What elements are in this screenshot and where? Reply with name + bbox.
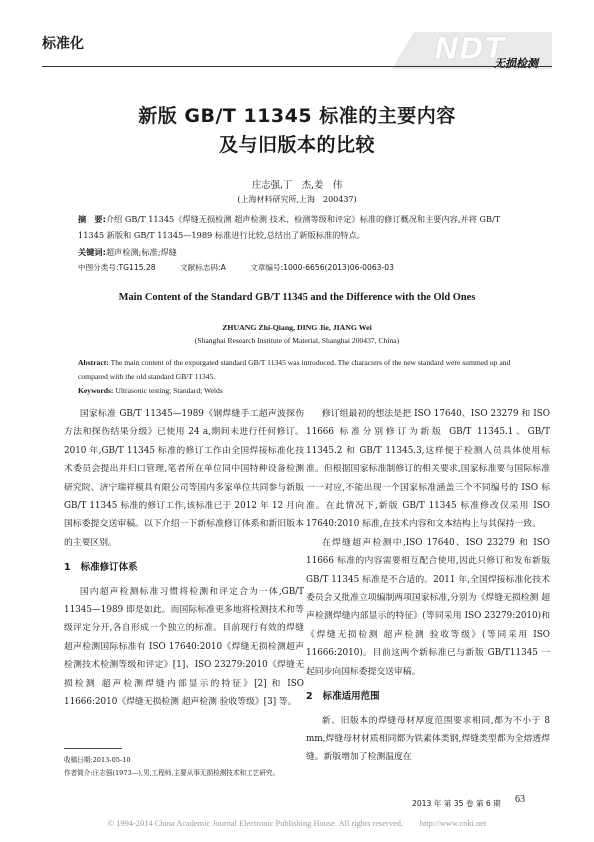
english-keywords-label: Keywords: bbox=[78, 386, 114, 395]
body-paragraph: 在焊缝超声检测中,ISO 17640、ISO 23279 和 ISO 11666 标准的内容需要相互配合使用,因此只修订和发布新版 GB/T 11345 标准是不合适的。2011 年,全国焊接标准化技术委员会又批准立项编制两项国家标准,分别为《焊缝无损检测 超声检测焊缝内部显示的特征》(等同采用 ISO 23279:2010)和《焊缝无损检测 超声检测 验收等级》(等同采用 ISO 11666:2010)。目前这两个新标准已与新版 GB/T11345 一起同步向国标委提交送审稿。 bbox=[306, 537, 550, 677]
section-number: 1 bbox=[64, 562, 71, 574]
logo-small-text: 无损检测 bbox=[494, 57, 538, 70]
english-affiliation: (Shanghai Research Institute of Material, Shanghai 200437, China) bbox=[194, 336, 400, 345]
affiliation-cn: (上海材料研究所,上海 200437) bbox=[237, 195, 357, 204]
keywords-cn bbox=[78, 244, 516, 260]
article-title-line2: 及与旧版本的比较 bbox=[218, 134, 375, 156]
english-abstract-text: The main content of the expurgated standard GB/T 11345 was introduced. The characters of the new standard were summed up and compared with the old standard GB/T 11345. bbox=[78, 358, 511, 381]
authors-cn: 庄志强,丁 杰,姜 伟 bbox=[251, 180, 343, 191]
english-abstract-label: Abstract: bbox=[78, 358, 109, 367]
page-number: 63 bbox=[515, 794, 525, 805]
logo-big-text: NDT bbox=[434, 32, 505, 67]
journal-logo bbox=[392, 28, 552, 70]
section-title: 标准适用范围 bbox=[322, 691, 380, 703]
footnote-rule bbox=[64, 748, 122, 749]
issue-info: 2013 年 第 35 卷 第 6 期 bbox=[412, 799, 501, 808]
section-title: 标准修订体系 bbox=[80, 562, 138, 574]
body-paragraph: 国内超声检测标准习惯将检测和评定合为一体,GB/T 11345—1989 即是如此。而国际标准更多地将检测技术和等级评定分开,各自形成一个独立的标准。目前现行有效的焊缝超声检测国际标准有 ISO 17640:2010《焊缝无损检测超声检测技术检测等级和评定》[1]、ISO 23279:2010《焊缝无损检测 超声检测焊缝内部显示的特征》[2] 和 ISO 11666:2010《焊缝无损检测 超声检测 验收等级》[3] 等。 bbox=[64, 586, 304, 708]
section-heading-2 bbox=[306, 688, 550, 706]
footnote-author-bio: 作者简介:庄志强(1973—),男,工程师,主要从事无损检测技术和工艺研究。 bbox=[64, 769, 280, 777]
english-abstract bbox=[78, 356, 516, 384]
body-paragraph: 新、旧版本的焊缝母材厚度范围要求相同,都为不小于 8 mm,焊缝母材材质相同都为铁素体类钢,焊缝类型都为全熔透焊缝。新版增加了检测温度在 bbox=[306, 715, 550, 763]
section-heading-1 bbox=[64, 559, 304, 577]
header-rule bbox=[42, 66, 552, 67]
keywords-label: 关键词: bbox=[78, 247, 106, 257]
article-title-line1: 新版 GB/T 11345 标准的主要内容 bbox=[138, 105, 456, 127]
english-keywords-text: Ultrasonic testing; Standard; Welds bbox=[115, 386, 223, 395]
body-paragraph: 修订组最初的想法是把 ISO 17640、ISO 23279 和 ISO 11666 标准分别修订为新版 GB/T 11345.1、GB/T 11345.2 和 GB/T 11345.3,这样便于检测人员具体使用标准。但根据国家标准制修订的相关要求,国家标准要与国际标准一一对应,不能出现一个国家标准涵盖三个不同编号的 ISO 标准。在此情况下,新版 GB/T 11345 标准修改仅采用 ISO 17640:2010 标准,在技术内容和文本结构上与其保持一致。 bbox=[306, 409, 550, 530]
body-column-left bbox=[64, 405, 304, 712]
keywords-text: 超声检测;标准;焊缝 bbox=[105, 247, 177, 257]
english-title: Main Content of the Standard GB/T 11345 and the Difference with the Old Ones bbox=[118, 292, 476, 303]
classification-row bbox=[78, 262, 416, 273]
abstract-text: 介绍 GB/T 11345《焊缝无损检测 超声检测 技术、检测等级和评定》标准的修订概况和主要内容,并将 GB/T 11345 新版和 GB/T 11345—1989 标准进行比较,总结出了新版标准的特点。 bbox=[78, 214, 501, 240]
abstract-label: 摘 要: bbox=[78, 214, 106, 224]
clc-number: 中图分类号:TG115.28 bbox=[78, 263, 156, 272]
document-code: 文献标志码:A bbox=[180, 263, 226, 272]
section-tag: 标准化 bbox=[42, 36, 84, 52]
abstract-cn bbox=[78, 211, 516, 243]
article-number: 文章编号:1000-6656(2013)06-0063-03 bbox=[250, 263, 394, 272]
body-column-right bbox=[306, 405, 550, 767]
copyright-notice: © 1994-2014 China Academic Journal Electronic Publishing House. All rights reserved. http://www.cnki.net bbox=[107, 819, 487, 828]
english-keywords bbox=[78, 386, 223, 395]
section-number: 2 bbox=[306, 691, 313, 703]
footnote-received: 收稿日期:2013-05-10 bbox=[64, 756, 131, 764]
body-paragraph: 国家标准 GB/T 11345—1989《钢焊缝手工超声波探伤方法和探伤结果分级》已使用 24 a,期间未进行任何修订。2010 年,GB/T 11345 标准的修订工作由全国焊接标准化技术委员会提出并归口管理,笔者所在单位同中国特种设备检测研究院、济宁瑞祥模具有限公司等国内多家单位共同参与新版 GB/T 11345 标准的修订工作,该标准已于 2012 年 12 月向国标委提交送审稿。以下介绍一下新标准修订体系和新旧版本的主要区别。 bbox=[64, 409, 304, 548]
english-authors: ZHUANG Zhi-Qiang, DING Jie, JIANG Wei bbox=[222, 323, 372, 332]
